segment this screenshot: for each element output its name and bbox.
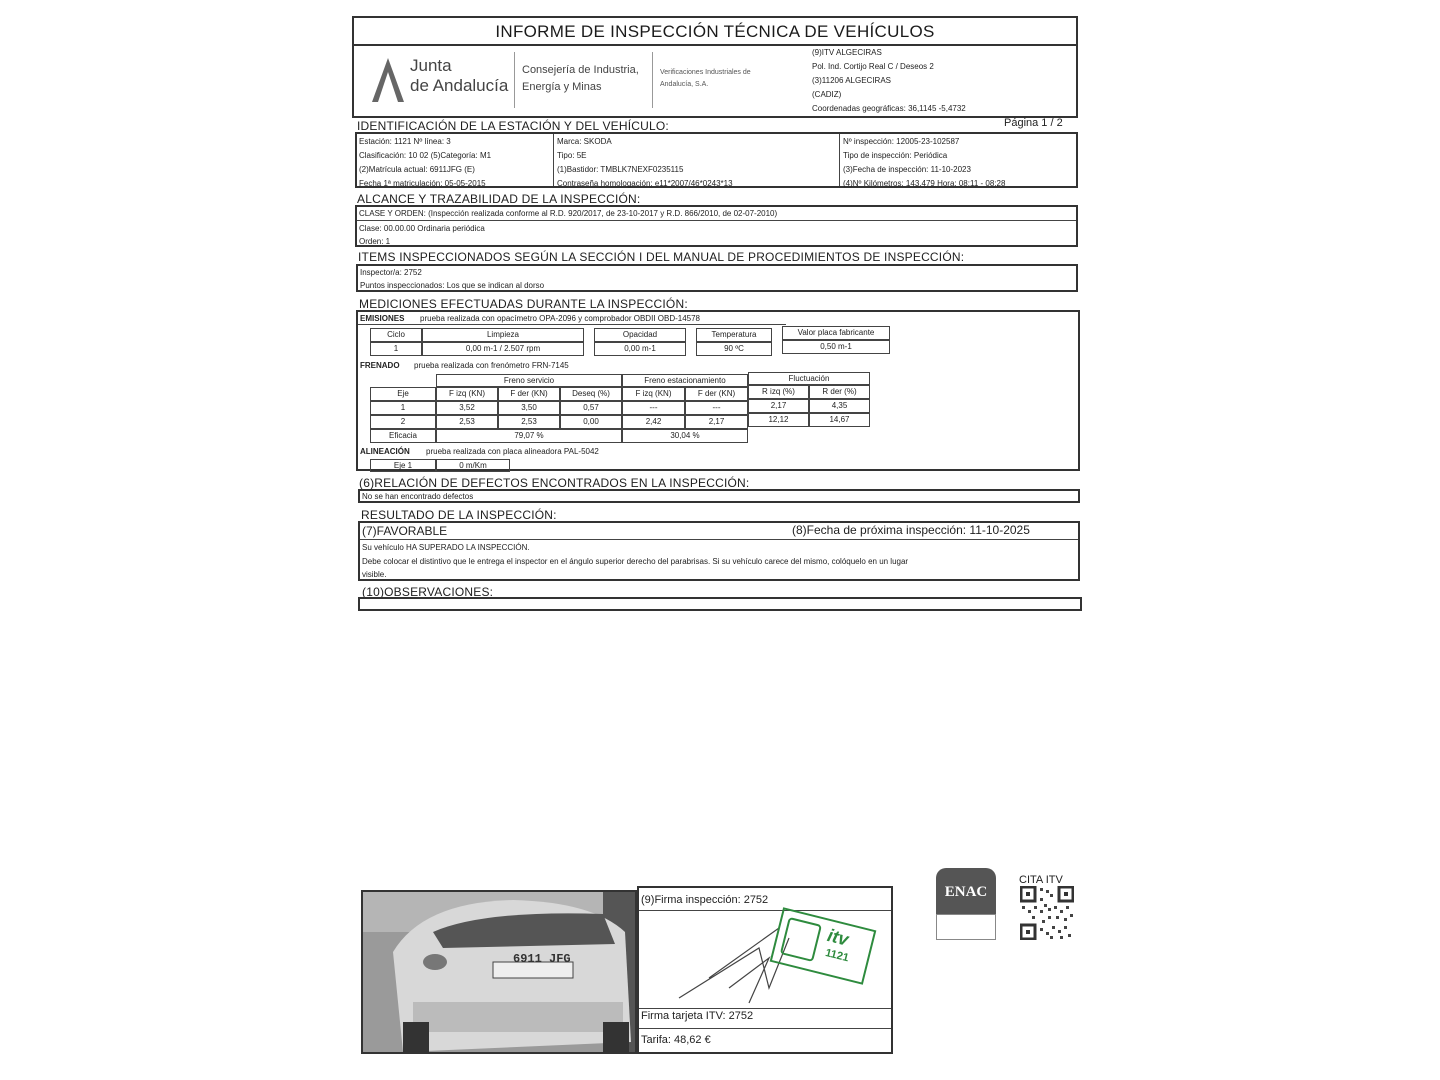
signature-divider-top (639, 910, 891, 911)
scope-class-order: CLASE Y ORDEN: (Inspección realizada conforme al R.D. 920/2017, de 23-10-2017 y R.D. 866/2010, de 02-07-2010) (359, 209, 778, 218)
station-line3: (3)11206 ALGECIRAS (812, 76, 892, 85)
emissions-description: prueba realizada con opacímetro OPA-2096 y comprobador OBDII OBD-14578 (420, 314, 700, 323)
station-number: Estación: 1121 Nº línea: 3 (359, 137, 451, 146)
vehicle-classification: Clasificación: 10 02 (5)Categoría: M1 (359, 151, 492, 160)
stamp-emblem-icon (780, 917, 822, 962)
alignment-description: prueba realizada con placa alineadora PAL-5042 (426, 447, 599, 456)
station-line2: Pol. Ind. Cortijo Real C / Deseos 2 (812, 62, 934, 71)
emissions-underline (358, 324, 786, 325)
signature-divider-mid (639, 1008, 891, 1009)
station-line5: Coordenadas geográficas: 36,1145 -5,4732 (812, 104, 966, 113)
scope-heading: ALCANCE Y TRAZABILIDAD DE LA INSPECCIÓN: (357, 192, 641, 206)
braking-row2-imbalance: 0,00 (560, 415, 622, 429)
braking-row2-fluct-left: 12,12 (748, 413, 809, 427)
braking-header-parking-left: F izq (KN) (622, 387, 685, 401)
defects-heading: (6)RELACIÓN DE DEFECTOS ENCONTRADOS EN LA INSPECCIÓN: (359, 476, 750, 490)
result-verdict: (7)FAVORABLE (362, 524, 448, 538)
photo-plate-text: 6911 JFG (513, 952, 571, 966)
braking-label: FRENADO (360, 361, 400, 370)
emissions-header-reference: Valor placa fabricante (782, 326, 890, 340)
braking-header-parking-right: F der (KN) (685, 387, 748, 401)
emissions-value-cleaning: 0,00 m-1 / 2.507 rpm (422, 342, 584, 356)
braking-header-service-left: F izq (KN) (436, 387, 498, 401)
vehicle-brand: Marca: SKODA (557, 137, 612, 146)
braking-row1-axle: 1 (370, 401, 436, 415)
signature-card-label: Firma tarjeta ITV: 2752 (641, 1010, 754, 1022)
inspection-number: Nº inspección: 12005-23-102587 (843, 137, 960, 146)
braking-description: prueba realizada con frenómetro FRN-7145 (414, 361, 569, 370)
car-photo-icon (363, 892, 637, 1054)
signature-divider-bottom (639, 1028, 891, 1029)
enac-text: ENAC (944, 884, 988, 900)
logo-text-line1: Junta (410, 56, 452, 75)
emissions-value-opacity: 0,00 m-1 (594, 342, 686, 356)
braking-row2-service-right: 2,53 (498, 415, 560, 429)
braking-header-fluct-left: R izq (%) (748, 385, 809, 399)
result-line2: Debe colocar el distintivo que le entrega el inspector en el ángulo superior derecho del parabrisas. Si su vehículo carece del mismo, colóquelo en un lugar (362, 557, 909, 566)
emissions-header-opacity: Opacidad (594, 328, 686, 342)
alignment-label: ALINEACIÓN (360, 447, 410, 456)
emissions-header-cleaning: Limpieza (422, 328, 584, 342)
junta-andalucia-logo-icon (370, 56, 406, 104)
defects-box (358, 489, 1080, 503)
result-line3: visible. (362, 570, 387, 579)
header-box (352, 44, 1078, 118)
page-number: Página 1 / 2 (1004, 117, 1063, 129)
alignment-axle: Eje 1 (370, 459, 436, 472)
items-heading: ITEMS INSPECCIONADOS SEGÚN LA SECCIÓN I DEL MANUAL DE PROCEDIMIENTOS DE INSPECCIÓN: (358, 250, 965, 264)
braking-efficacy-label: Eficacia (370, 429, 436, 443)
scope-class: Clase: 00.00.00 Ordinaria periódica (359, 224, 485, 233)
braking-group-service: Freno servicio (436, 374, 622, 387)
braking-group-fluctuation: Fluctuación (748, 372, 870, 385)
braking-row2-parking-left: 2,42 (622, 415, 685, 429)
vehicle-vin: (1)Bastidor: TMBLK7NEXF0235115 (557, 165, 684, 174)
measurements-heading: MEDICIONES EFECTUADAS DURANTE LA INSPECCIÓN: (359, 297, 688, 311)
scope-divider (357, 220, 1076, 221)
result-divider (360, 539, 1078, 540)
enac-subtitle (936, 914, 996, 940)
enac-badge (936, 868, 998, 942)
company-line2: Andalucía, S.A. (660, 81, 709, 88)
braking-row2-fluct-right: 14,67 (809, 413, 870, 427)
logo-text-line2: de Andalucía (410, 76, 509, 95)
signature-inspection-label: (9)Firma inspección: 2752 (641, 894, 769, 906)
first-registration: Fecha 1ª matriculación: 05-05-2015 (359, 179, 486, 188)
observations-heading: (10)OBSERVACIONES: (362, 585, 494, 599)
braking-header-service-right: F der (KN) (498, 387, 560, 401)
braking-row1-parking-right: --- (685, 401, 748, 415)
station-line4: (CADIZ) (812, 90, 842, 99)
logo-divider-2 (652, 52, 653, 108)
observations-box (358, 597, 1082, 611)
braking-header-fluct-right: R der (%) (809, 385, 870, 399)
braking-header-imbalance: Deseq (%) (560, 387, 622, 401)
station-line1: (9)ITV ALGECIRAS (812, 48, 882, 57)
department-line1: Consejería de Industria, (522, 64, 639, 76)
inspection-type: Tipo de inspección: Periódica (843, 151, 948, 160)
emissions-header-temperature: Temperatura (696, 328, 772, 342)
scope-order: Orden: 1 (359, 237, 391, 246)
items-points: Puntos inspeccionados: Los que se indican al dorso (360, 281, 545, 290)
title-box (352, 16, 1078, 46)
emissions-header-cycle: Ciclo (370, 328, 422, 342)
vehicle-plate: (2)Matrícula actual: 6911JFG (E) (359, 165, 475, 174)
braking-header-axle: Eje (370, 387, 436, 401)
defects-text: No se han encontrado defectos (362, 492, 474, 501)
company-line1: Verificaciones Industriales de (660, 69, 751, 76)
qr-code-icon (1020, 886, 1074, 940)
document-title: INFORME DE INSPECCIÓN TÉCNICA DE VEHÍCULOS (495, 22, 935, 41)
braking-efficacy-service: 79,07 % (436, 429, 622, 443)
items-inspector: Inspector/a: 2752 (360, 268, 422, 277)
emissions-value-temperature: 90 ºC (696, 342, 772, 356)
braking-row1-imbalance: 0,57 (560, 401, 622, 415)
vehicle-photo (361, 890, 637, 1054)
scope-box (355, 205, 1078, 247)
braking-row1-service-right: 3,50 (498, 401, 560, 415)
braking-row1-fluct-right: 4,35 (809, 399, 870, 413)
department-line2: Energía y Minas (522, 81, 602, 93)
inspection-date: (3)Fecha de inspección: 11-10-2023 (843, 165, 971, 174)
vehicle-type: Tipo: 5E (557, 151, 587, 160)
identification-heading: IDENTIFICACIÓN DE LA ESTACIÓN Y DEL VEHÍCULO: (357, 119, 669, 133)
measurements-box (356, 310, 1080, 471)
alignment-value: 0 m/Km (436, 459, 510, 472)
braking-row1-service-left: 3,52 (436, 401, 498, 415)
cita-itv-label: CITA ITV (1019, 874, 1063, 886)
braking-row2-axle: 2 (370, 415, 436, 429)
identification-col-divider-2 (839, 134, 840, 186)
stamp-text: itv (825, 925, 851, 950)
signature-box (637, 886, 893, 1054)
braking-row2-service-left: 2,53 (436, 415, 498, 429)
braking-row1-parking-left: --- (622, 401, 685, 415)
braking-row2-parking-right: 2,17 (685, 415, 748, 429)
next-inspection-date: (8)Fecha de próxima inspección: 11-10-2025 (792, 523, 1030, 537)
identification-col-divider-1 (553, 134, 554, 186)
logo-divider (514, 52, 515, 108)
fee-label: Tarifa: 48,62 € (641, 1034, 711, 1046)
stamp-number: 1121 (823, 946, 851, 965)
result-heading: RESULTADO DE LA INSPECCIÓN: (361, 508, 557, 522)
mileage-and-time: (4)Nº Kilómetros: 143.479 Hora: 08:11 - 08:28 (843, 179, 1006, 188)
homologation: Contraseña homologación: e11*2007/46*0243*13 (557, 179, 733, 188)
result-line1: Su vehículo HA SUPERADO LA INSPECCIÓN. (362, 543, 530, 552)
emissions-value-cycle: 1 (370, 342, 422, 356)
emissions-value-reference: 0,50 m-1 (782, 340, 890, 354)
braking-group-parking: Freno estacionamiento (622, 374, 748, 387)
identification-box (355, 132, 1078, 188)
result-box (358, 521, 1080, 581)
items-box (356, 264, 1078, 292)
braking-row1-fluct-left: 2,17 (748, 399, 809, 413)
braking-efficacy-parking: 30,04 % (622, 429, 748, 443)
emissions-label: EMISIONES (360, 314, 405, 323)
